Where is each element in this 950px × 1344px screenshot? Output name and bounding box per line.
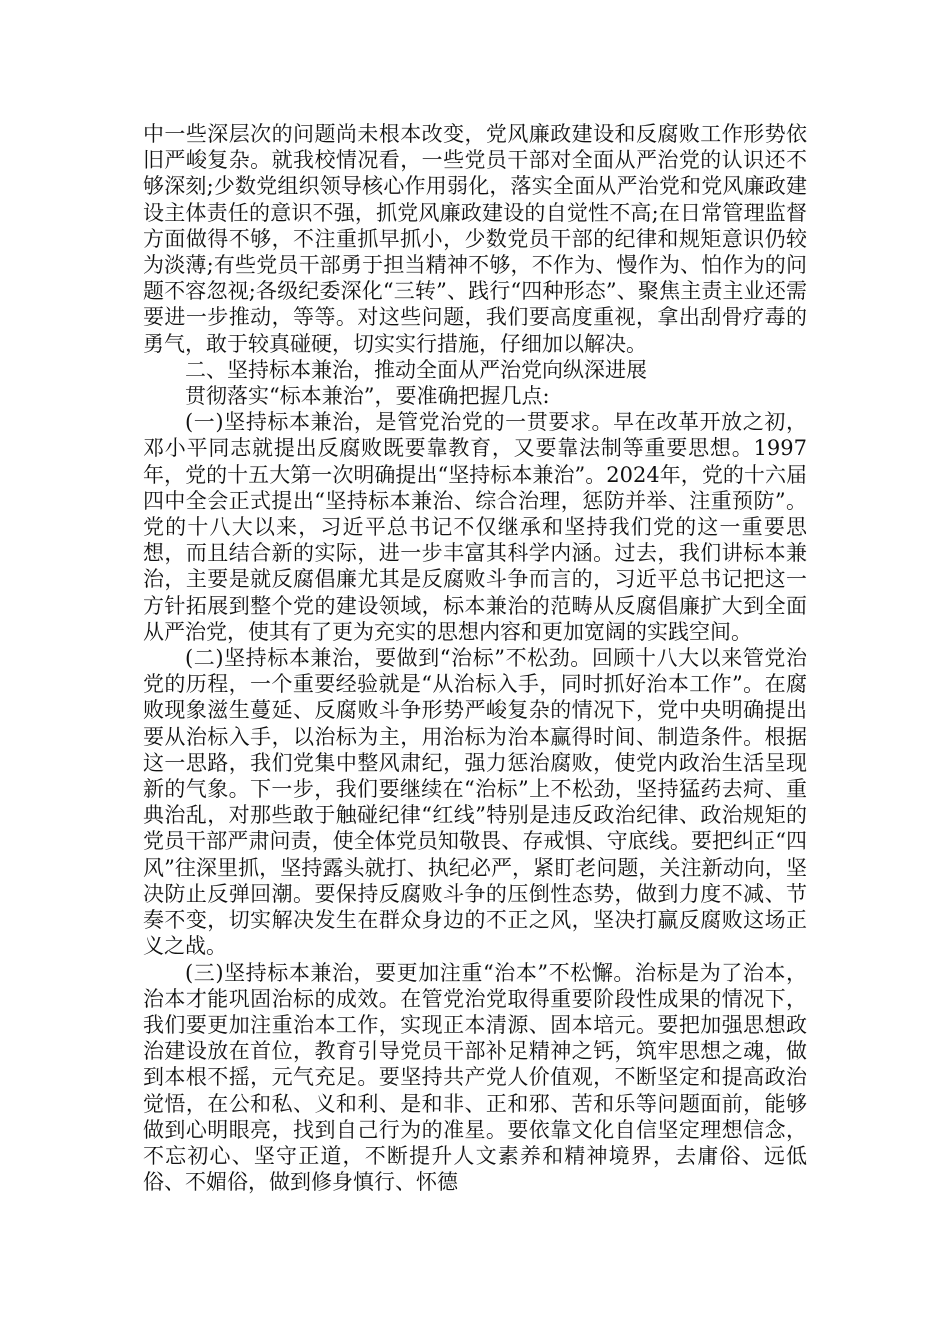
section-heading: 二、坚持标本兼治，推动全面从严治党向纵深进展: [185, 357, 647, 382]
document-page: [143, 121, 807, 1195]
paragraph-point-2: (二)坚持标本兼治，要做到“治标”不松劲。回顾十八大以来管党治党的历程，一个重要经验就是“从治标入手，同时抓好治本工作”。在腐败现象滋生蔓延、反腐败斗争形势严峻复杂的情况下，党中央明确提出要从治标入手，以治标为主，用治标为治本赢得时间、制造条件。根据这一思路，我们党集中整风肃纪，强力惩治腐败，使党内政治生活呈现新的气象。下一步，我们要继续在“治标”上不松劲，坚持猛药去疴、重典治乱，对那些敢于触碰纪律“红线”特别是违反政治纪律、政治规矩的党员干部严肃问责，使全体党员知敬畏、存戒惧、守底线。要把纠正“四风”往深里抓，坚持露头就打、执纪必严，紧盯老问题，关注新动向，坚决防止反弹回潮。要保持反腐败斗争的压倒性态势，做到力度不减、节奏不变，切实解决发生在群众身边的不正之风，坚决打赢反腐败这场正义之战。: [143, 646, 807, 959]
paragraph-point-3: (三)坚持标本兼治，要更加注重“治本”不松懈。治标是为了治本，治本才能巩固治标的成效。在管党治党取得重要阶段性成果的情况下，我们要更加注重治本工作，实现正本清源、固本培元。要把加强思想政治建设放在首位，教育引导党员干部补足精神之钙，筑牢思想之魂，做到本根不摇，元气充足。要坚持共产党人价值观，不断坚定和提高政治觉悟，在公和私、义和利、是和非、正和邪、苦和乐等问题面前，能够做到心明眼亮，找到自己行为的准星。要依靠文化自信坚定理想信念，不忘初心、坚守正道，不断提升人文素养和精神境界，去庸俗、远低俗、不媚俗，做到修身慎行、怀德: [143, 960, 807, 1195]
paragraph-intro: 贯彻落实“标本兼治”，要准确把握几点:: [185, 384, 550, 409]
paragraph-point-1: (一)坚持标本兼治，是管党治党的一贯要求。早在改革开放之初，邓小平同志就提出反腐败既要靠教育，又要靠法制等重要思想。1997年，党的十五大第一次明确提出“坚持标本兼治”。2024年，党的十六届四中全会正式提出“坚持标本兼治、综合治理，惩防并举、注重预防”。党的十八大以来，习近平总书记不仅继承和坚持我们党的这一重要思想，而且结合新的实际，进一步丰富其科学内涵。过去，我们讲标本兼治，主要是就反腐倡廉尤其是反腐败斗争而言的，习近平总书记把这一方针拓展到整个党的建设领域，标本兼治的范畴从反腐倡廉扩大到全面从严治党，使其有了更为充实的思想内容和更加宽阔的实践空间。: [143, 410, 807, 644]
paragraph-continuation: 中一些深层次的问题尚未根本改变，党风廉政建设和反腐败工作形势依旧严峻复杂。就我校情况看，一些党员干部对全面从严治党的认识还不够深刻;少数党组织领导核心作用弱化，落实全面从严治党和党风廉政建设主体责任的意识不强，抓党风廉政建设的自觉性不高;在日常管理监督方面做得不够，不注重抓早抓小，少数党员干部的纪律和规矩意识仍较为淡薄;有些党员干部勇于担当精神不够，不作为、慢作为、怕作为的问题不容忽视;各级纪委深化“三转”、践行“四种形态”、聚焦主责主业还需要进一步推动，等等。对这些问题，我们要高度重视，拿出刮骨疗毒的勇气，敢于较真碰硬，切实实行措施，仔细加以解决。: [143, 122, 807, 356]
